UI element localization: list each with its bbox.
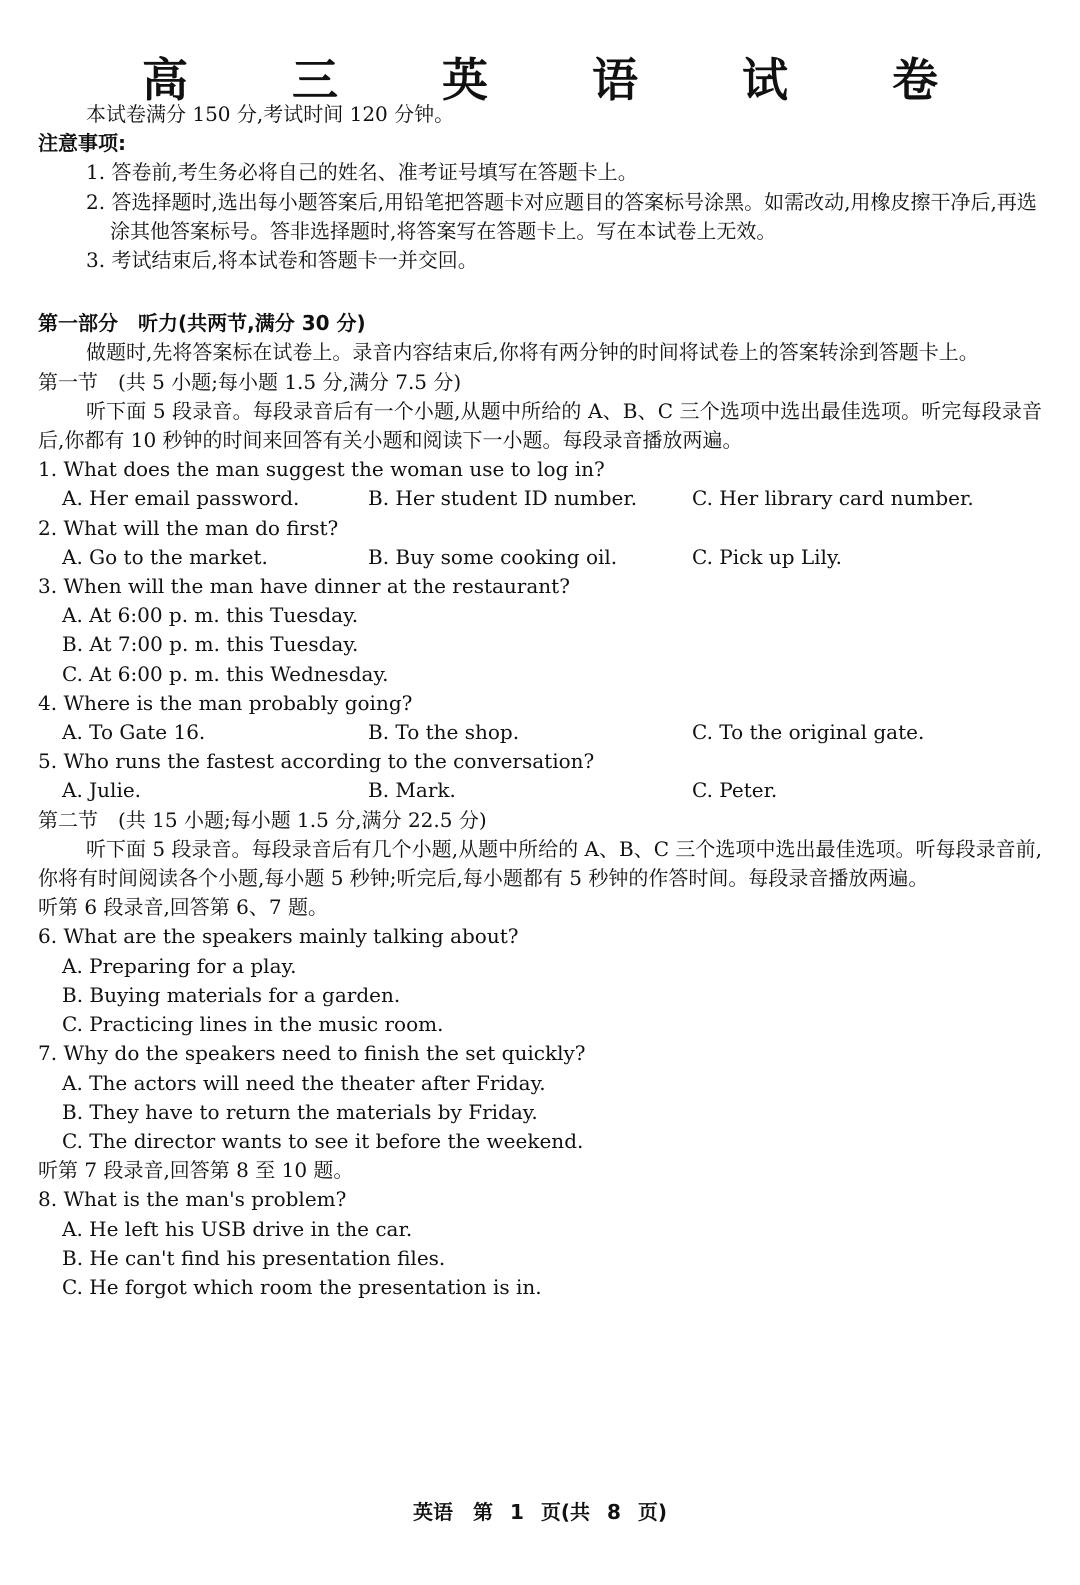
question-8-stem: 8. What is the man's problem?	[38, 1187, 347, 1212]
option-c: C. Her library card number.	[692, 486, 974, 511]
question-1-stem: 1. What does the man suggest the woman use to log in?	[38, 457, 605, 482]
option-a: A. Preparing for a play.	[62, 953, 297, 978]
option-c: C. Pick up Lily.	[692, 544, 842, 569]
option-b: B. Buy some cooking oil.	[368, 544, 618, 569]
option-b: B. Buying materials for a garden.	[62, 982, 401, 1007]
option-b: B. They have to return the materials by Friday.	[62, 1099, 538, 1124]
option-b: B. To the shop.	[368, 720, 520, 745]
option-a: A. Her email password.	[62, 486, 300, 511]
notice-item-3: 3. 考试结束后,将本试卷和答题卡一并交回。	[86, 248, 478, 273]
option-a: A. He left his USB drive in the car.	[62, 1216, 413, 1241]
option-a: A. At 6:00 p. m. this Tuesday.	[62, 603, 359, 628]
part1-heading: 第一部分 听力(共两节,满分 30 分)	[38, 311, 366, 336]
notice-item-2: 2. 答选择题时,选出每小题答案后,用铅笔把答题卡对应题目的答案标号涂黑。如需改动,用橡皮擦干净后,再选涂其他答案标号。答非选择题时,将答案写在答题卡上。写在本试卷上无效。	[86, 189, 1037, 243]
section1-instruction: 听下面 5 段录音。每段录音后有一个小题,从题中所给的 A、B、C 三个选项中选出最佳选项。听完每段录音后,你都有 10 秒钟的时间来回答有关小题和阅读下一小题。每段录音播放两遍。	[38, 398, 1042, 453]
option-a: A. Julie.	[62, 778, 142, 803]
question-2-options	[38, 543, 1042, 572]
option-c: C. Peter.	[692, 778, 778, 803]
option-b: B. At 7:00 p. m. this Tuesday.	[62, 632, 359, 657]
option-b: B. He can't find his presentation files.	[62, 1245, 446, 1270]
question-5-stem: 5. Who runs the fastest according to the conversation?	[38, 749, 595, 774]
option-b: B. Mark.	[368, 778, 456, 803]
exam-intro: 本试卷满分 150 分,考试时间 120 分钟。	[86, 102, 455, 126]
audio-6-note: 听第 6 段录音,回答第 6、7 题。	[38, 895, 328, 920]
option-c: C. Practicing lines in the music room.	[62, 1012, 444, 1037]
option-a: A. Go to the market.	[62, 544, 268, 569]
question-5-options	[38, 776, 1042, 805]
option-a: A. To Gate 16.	[62, 720, 206, 745]
option-c: C. At 6:00 p. m. this Wednesday.	[62, 661, 389, 686]
page-footer: 英语 第 1 页(共 8 页)	[413, 1500, 667, 1524]
question-1-options	[38, 484, 1042, 513]
notice-heading: 注意事项:	[38, 131, 126, 156]
option-c: C. To the original gate.	[692, 720, 925, 745]
option-c: C. The director wants to see it before the weekend.	[62, 1128, 584, 1153]
notice-item-1: 1. 答卷前,考生务必将自己的姓名、准考证号填写在答题卡上。	[86, 160, 638, 185]
option-c: C. He forgot which room the presentation is in.	[62, 1274, 542, 1299]
exam-title: 高 三 英 语 试 卷	[141, 53, 983, 107]
question-4-options	[38, 718, 1042, 747]
audio-7-note: 听第 7 段录音,回答第 8 至 10 题。	[38, 1158, 354, 1183]
question-3-stem: 3. When will the man have dinner at the restaurant?	[38, 574, 570, 599]
section1-heading: 第一节 (共 5 小题;每小题 1.5 分,满分 7.5 分)	[38, 369, 462, 394]
option-a: A. The actors will need the theater after Friday.	[62, 1070, 546, 1095]
question-4-stem: 4. Where is the man probably going?	[38, 690, 413, 715]
question-6-stem: 6. What are the speakers mainly talking about?	[38, 924, 519, 949]
question-7-stem: 7. Why do the speakers need to finish the set quickly?	[38, 1041, 586, 1066]
section2-instruction: 听下面 5 段录音。每段录音后有几个小题,从题中所给的 A、B、C 三个选项中选出最佳选项。听每段录音前,你将有时间阅读各个小题,每小题 5 秒钟;听完后,每小题都有 5 秒钟的作答时间。每段录音播放两遍。	[38, 836, 1042, 891]
section2-heading: 第二节 (共 15 小题;每小题 1.5 分,满分 22.5 分)	[38, 807, 487, 832]
part1-instruction: 做题时,先将答案标在试卷上。录音内容结束后,你将有两分钟的时间将试卷上的答案转涂到答题卡上。	[86, 340, 979, 365]
question-2-stem: 2. What will the man do first?	[38, 515, 339, 540]
option-b: B. Her student ID number.	[368, 486, 638, 511]
